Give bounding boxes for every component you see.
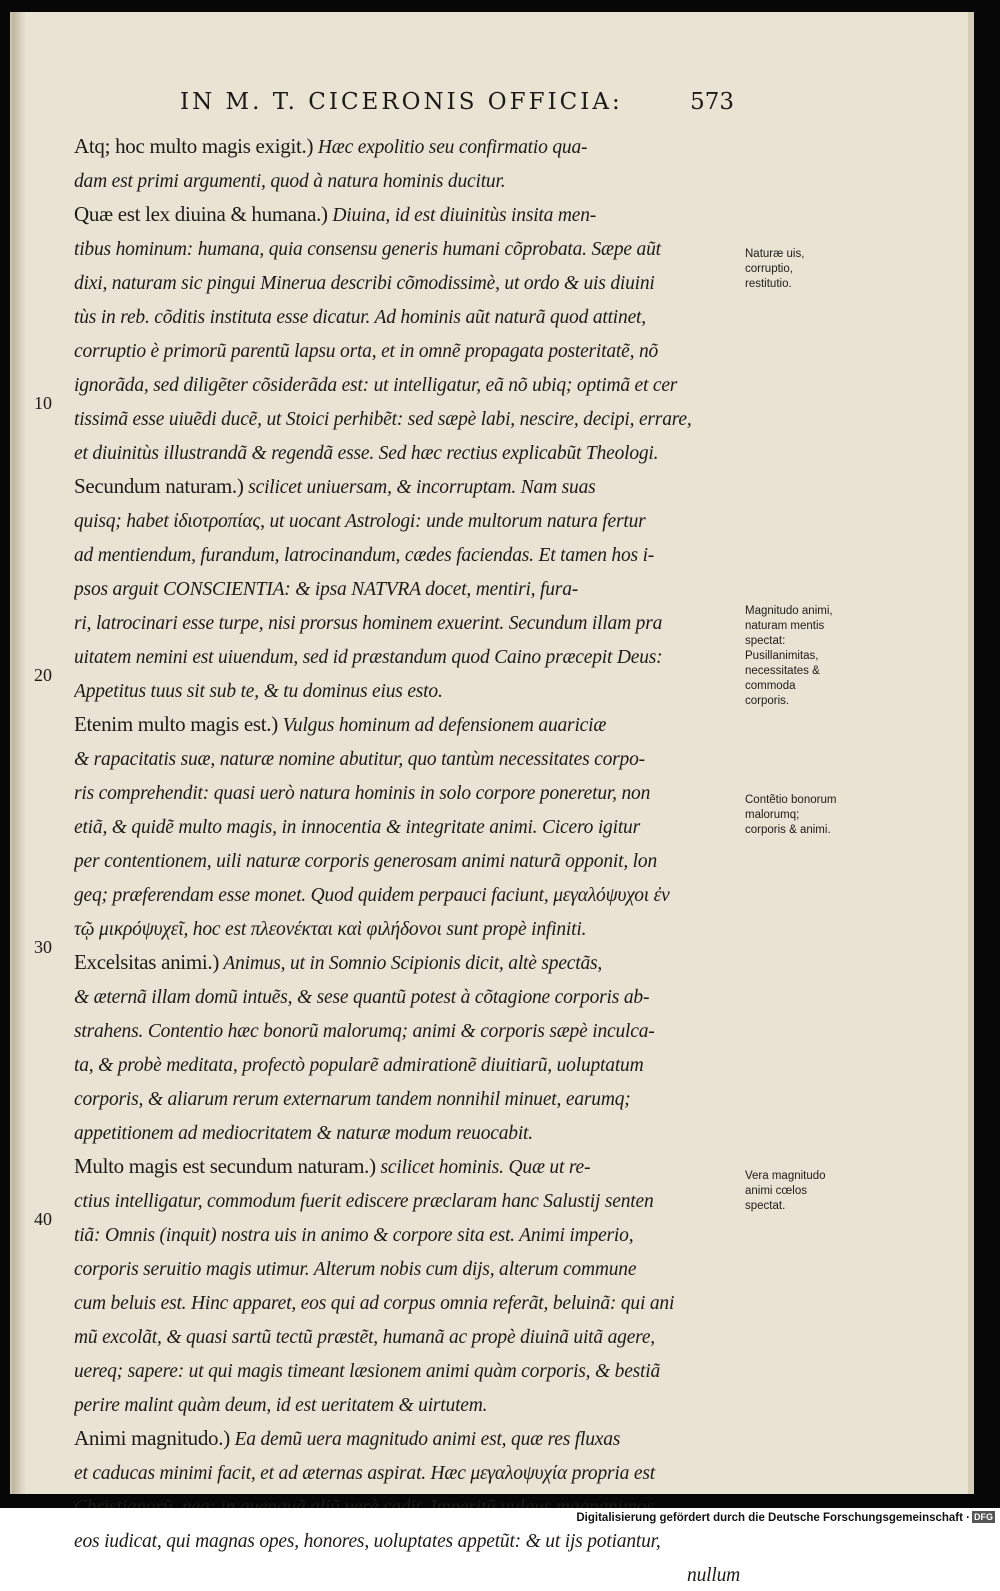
commentary-text: psos arguit CONSCIENTIA: & ipsa NATVRA docet, mentiri, fura- xyxy=(74,579,579,600)
commentary-text: tissimã esse uiuẽdi ducẽ, ut Stoici perhibẽt: sed sæpè labi, nescire, decipi, errare, xyxy=(74,409,692,430)
commentary-text: eos iudicat, qui magnas opes, honores, uoluptates appetũt: & ut ijs potiantur, xyxy=(74,1531,661,1552)
commentary-text: Ea demũ uera magnitudo animi est, quæ res fluxas xyxy=(229,1429,621,1450)
dfg-logo: DFG xyxy=(974,1512,993,1522)
text-line xyxy=(74,809,746,843)
commentary-text: Diuina, id est diuinitùs insita men- xyxy=(327,205,597,226)
commentary-text: corporis, & aliarum rerum externarum tandem nonnihil minuet, earumq; xyxy=(74,1089,631,1110)
text-line xyxy=(74,1183,746,1217)
running-header xyxy=(180,89,734,115)
text-line xyxy=(74,333,746,367)
text-line xyxy=(74,571,746,605)
funding-credit: Digitalisierung gefördert durch die Deutsche Forschungsgemeinschaft · xyxy=(576,1512,970,1524)
text-line xyxy=(74,401,746,435)
lemma: Multo magis est secundum naturam.) xyxy=(74,1154,376,1178)
commentary-text: Vulgus hominum ad defensionem auariciæ xyxy=(277,715,607,736)
commentary-text: etiã, & quidẽ multo magis, in innocentia & integritate animi. Cicero igitur xyxy=(74,817,640,838)
commentary-text: scilicet hominis. Quæ ut re- xyxy=(375,1157,591,1178)
commentary-text: perire malint quàm deum, id est ueritatem & uirtutem. xyxy=(74,1395,488,1416)
commentary-text: tibus hominum: humana, quia consensu generis humani cõprobata. Sæpe aũt xyxy=(74,239,661,260)
commentary-text: & æternã illam domũ intuẽs, & sese quantũ potest à cõtagione corporis ab- xyxy=(74,987,650,1008)
text-line xyxy=(74,639,746,673)
text-line xyxy=(74,911,746,945)
text-line xyxy=(74,1455,746,1489)
commentary-text: et diuinitùs illustrandã & regendã esse. Sed hæc rectius explicabũt Theologi. xyxy=(74,443,659,464)
commentary-text: tiã: Omnis (inquit) nostra uis in animo & corpore sita est. Animi imperio, xyxy=(74,1225,634,1246)
margin-note: Naturæ uis, corruptio, restitutio. xyxy=(745,248,805,290)
commentary-text: Appetitus tuus sit sub te, & tu dominus eius esto. xyxy=(74,681,443,702)
lemma: Etenim multo magis est.) xyxy=(74,712,278,736)
margin-note: Vera magnitudo animi cœlos spectat. xyxy=(745,1170,826,1212)
text-line xyxy=(74,1115,746,1149)
text-line xyxy=(74,503,746,537)
text-line xyxy=(74,1081,746,1115)
text-line xyxy=(74,265,746,299)
commentary-text: uitatem nemini est uiuendum, sed id præstandum quod Caino præcepit Deus: xyxy=(74,647,663,668)
text-line xyxy=(74,843,746,877)
commentary-text: quisq; habet ἰδιοτροπίας, ut uocant Astrologi: unde multorum natura fertur xyxy=(74,511,646,532)
margin-note: Contẽtio bonorum malorumq; corporis & animi. xyxy=(745,794,837,836)
commentary-text: strahens. Contentio hæc bonorũ malorumq; animi & corporis sæpè inculca- xyxy=(74,1021,655,1042)
running-title: IN M. T. CICERONIS OFFICIA: xyxy=(180,89,623,115)
commentary-text: ta, & probè meditata, profectò popularẽ admirationẽ diuitiarũ, uoluptatum xyxy=(74,1055,644,1076)
line-number: 40 xyxy=(34,1209,52,1229)
text-line xyxy=(74,1353,746,1387)
commentary-text: Animus, ut in Somnio Scipionis dicit, altè spectãs, xyxy=(219,953,603,974)
text-line xyxy=(74,197,746,231)
commentary-text: ignorãda, sed diligẽter cõsiderãda est: ut intelligatur, eã nõ ubiq; optimã et cer xyxy=(74,375,678,396)
commentary-text: uereq; sapere: ut qui magis timeant læsionem animi quàm corporis, & bestiã xyxy=(74,1361,661,1382)
text-line xyxy=(74,1285,746,1319)
main-text xyxy=(74,129,746,1591)
commentary-text: nullum xyxy=(687,1565,740,1586)
line-number: 10 xyxy=(34,393,52,413)
lemma: Animi magnitudo.) xyxy=(74,1426,230,1450)
margin-note: Magnitudo animi, naturam mentis spectat: Pusillanimitas, necessitates & commoda corporis. xyxy=(745,605,833,707)
text-line xyxy=(74,1047,746,1081)
commentary-text: dixi, naturam sic pingui Minerua describi cõmodissimè, ut ordo & uis diuini xyxy=(74,273,655,294)
commentary-text: appetitionem ad mediocritatem & naturæ modum reuocabit. xyxy=(74,1123,533,1144)
commentary-text: ad mentiendum, furandum, latrocinandum, cædes faciendas. Et tamen hos i- xyxy=(74,545,655,566)
commentary-text: per contentionem, uili naturæ corporis generosam animi naturã opponit, lon xyxy=(74,851,657,872)
commentary-text: ris comprehendit: quasi uerò natura hominis in solo corpore poneretur, non xyxy=(74,783,651,804)
lemma: Excelsitas animi.) xyxy=(74,950,220,974)
text-line xyxy=(74,469,746,503)
text-line xyxy=(74,1421,746,1455)
commentary-text: cum beluis est. Hinc apparet, eos qui ad corpus omnia referãt, beluinã: qui ani xyxy=(74,1293,675,1314)
text-line xyxy=(74,1217,746,1251)
folio-number: 573 xyxy=(690,89,734,115)
text-line xyxy=(74,435,746,469)
text-line xyxy=(74,367,746,401)
lemma: Quæ est lex diuina & humana.) xyxy=(74,202,328,226)
commentary-text: corruptio è primorũ parentũ lapsu orta, et in omnẽ propagata posteritatẽ, nõ xyxy=(74,341,659,362)
lemma: Secundum naturam.) xyxy=(74,474,244,498)
text-line xyxy=(74,163,746,197)
text-line xyxy=(74,707,746,741)
gutter-shadow xyxy=(12,12,26,1494)
commentary-text: ctius intelligatur, commodum fuerit ediscere præclaram hanc Salustij senten xyxy=(74,1191,654,1212)
text-line xyxy=(74,129,746,163)
text-line xyxy=(74,775,746,809)
commentary-text: dam est primi argumenti, quod à natura hominis ducitur. xyxy=(74,171,506,192)
text-line xyxy=(74,299,746,333)
text-line xyxy=(74,979,746,1013)
commentary-text: mũ excolãt, & quasi sartũ tectũ præstẽt, humanã ac propè diuinã uitã agere, xyxy=(74,1327,655,1348)
text-line xyxy=(74,877,746,911)
text-line xyxy=(74,1387,746,1421)
lemma: Atq; hoc multo magis exigit.) xyxy=(74,134,314,158)
commentary-text: et caducas minimi facit, et ad æternas aspirat. Hæc μεγαλοψυχία propria est xyxy=(74,1463,655,1484)
commentary-text: corporis seruitio magis utimur. Alterum nobis cum dijs, alterum commune xyxy=(74,1259,637,1280)
text-line xyxy=(74,231,746,265)
text-line xyxy=(74,1319,746,1353)
commentary-text: τῷ μικρόψυχεῖ, hoc est πλεονέκται καὶ φιλήδονοι sunt propè infiniti. xyxy=(74,919,587,940)
text-line xyxy=(74,1149,746,1183)
text-line xyxy=(74,1013,746,1047)
text-line xyxy=(74,945,746,979)
text-line xyxy=(74,673,746,707)
commentary-text: & rapacitatis suæ, naturæ nomine abutitur, quo tantùm necessitates corpo- xyxy=(74,749,645,770)
text-line xyxy=(74,537,746,571)
digitization-footer xyxy=(0,1508,1000,1531)
commentary-text: ri, latrocinari esse turpe, nisi prorsus hominem exuerint. Secundum illam pra xyxy=(74,613,663,634)
text-line xyxy=(74,741,746,775)
line-number: 20 xyxy=(34,665,52,685)
commentary-text: Hæc expolitio seu confirmatio qua- xyxy=(313,137,588,158)
text-line xyxy=(74,605,746,639)
text-line xyxy=(74,1251,746,1285)
commentary-text: tùs in reb. cõditis instituta esse dicatur. Ad hominis aũt naturã quod attinet, xyxy=(74,307,646,328)
commentary-text: geq; præferendam esse monet. Quod quidem perpauci faciunt, μεγαλόψυχοι ἐν xyxy=(74,885,670,906)
line-number: 30 xyxy=(34,937,52,957)
page-edge xyxy=(968,12,974,1494)
text-line xyxy=(74,1557,746,1591)
commentary-text: scilicet uniuersam, & incorruptam. Nam suas xyxy=(243,477,596,498)
